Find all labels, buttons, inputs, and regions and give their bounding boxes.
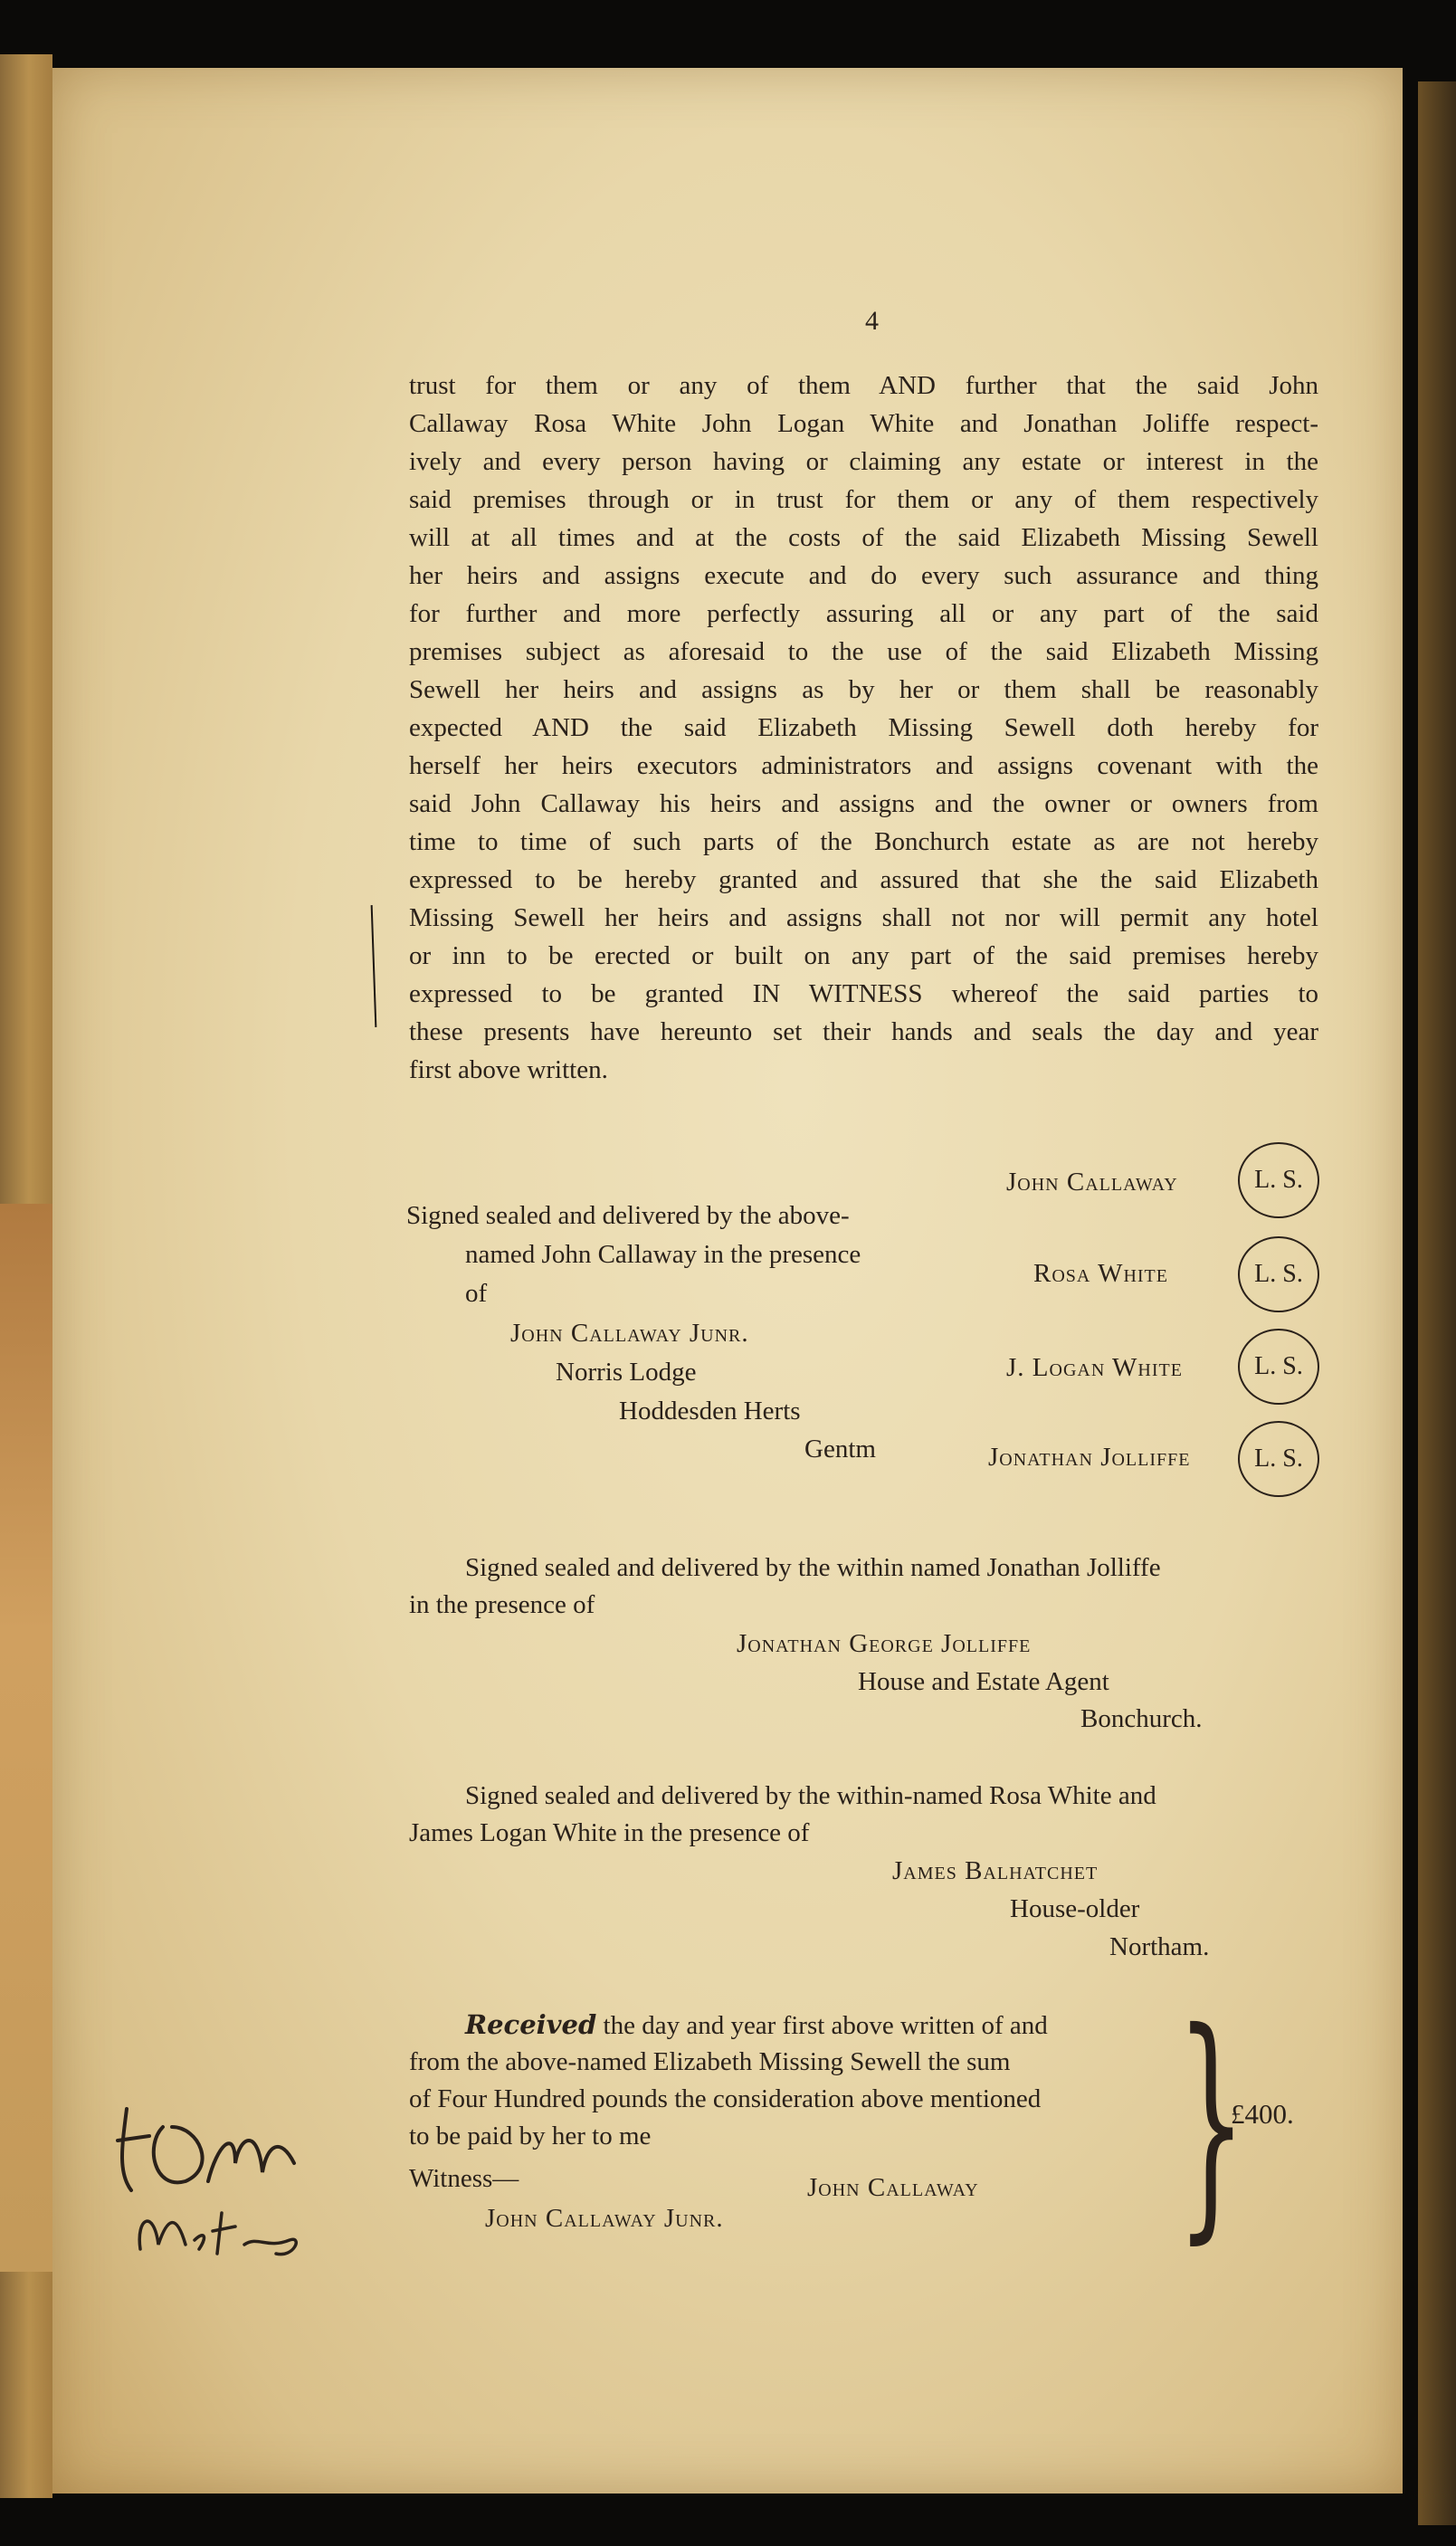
receipt-witness-label: Witness— [409, 2164, 519, 2193]
body-line: said John Callaway his heirs and assigns and the owner or owners from [409, 789, 1318, 818]
receipt-line1 [465, 2006, 1048, 2045]
body-line: first above written. [409, 1055, 608, 1084]
receipt-line1-rest: the day and year first above written of and [596, 2011, 1048, 2040]
signatory-2-seal: L. S. [1238, 1236, 1319, 1312]
body-line: trust for them or any of them AND further that the said John [409, 371, 1318, 400]
signatory-3-name: J. Logan White [1006, 1353, 1183, 1382]
attestation-2-line2: in the presence of [409, 1590, 595, 1619]
body-line: will at all times and at the costs of the said Elizabeth Missing Sewell [409, 523, 1318, 552]
receipt-line4: to be paid by her to me [409, 2122, 652, 2150]
body-line: expressed to be granted IN WITNESS whereof the said parties to [409, 979, 1318, 1008]
body-line: her heirs and assigns execute and do every such assurance and thing [409, 561, 1318, 590]
attestation-1-line2: named John Callaway in the presence [465, 1240, 861, 1269]
attestation-3-line1: Signed sealed and delivered by the within-named Rosa White and [465, 1781, 1156, 1810]
signatory-4-name: Jonathan Jolliffe [988, 1443, 1191, 1472]
attestation-2-place: Bonchurch. [1080, 1704, 1203, 1733]
left-page-flap [0, 1204, 52, 2272]
body-line: expressed to be hereby granted and assured that she the said Elizabeth [409, 865, 1318, 894]
signatory-3-seal: L. S. [1238, 1329, 1319, 1405]
body-line: these presents have hereunto set their hands and seals the day and year [409, 1017, 1318, 1046]
attestation-1-occupation: Gentm [804, 1435, 876, 1464]
left-page-edge [0, 54, 52, 2498]
receipt-signer: John Callaway [807, 2173, 979, 2202]
page-number: 4 [865, 306, 879, 336]
body-line: herself her heirs executors administrators and assigns covenant with the [409, 751, 1318, 780]
body-line: Missing Sewell her heirs and assigns shall not nor will permit any hotel [409, 903, 1318, 932]
attestation-1-address2: Hoddesden Herts [619, 1397, 801, 1426]
body-line: ively and every person having or claiming any estate or interest in the [409, 447, 1318, 476]
body-line: premises subject as aforesaid to the use of the said Elizabeth Missing [409, 637, 1318, 666]
right-binding-edge [1418, 81, 1456, 2525]
body-line: Sewell her heirs and assigns as by her or them shall be reasonably [409, 675, 1318, 704]
body-line: time to time of such parts of the Bonchurch estate as are not hereby [409, 827, 1318, 856]
signatory-2-name: Rosa White [1033, 1259, 1168, 1288]
attestation-1-line3: of [465, 1279, 488, 1308]
receipt-brace: } [1176, 1979, 1247, 2265]
signatory-1-seal: L. S. [1238, 1142, 1319, 1218]
attestation-2-line1: Signed sealed and delivered by the within named Jonathan Jolliffe [465, 1553, 1161, 1582]
attestation-3-occupation: House-older [1010, 1894, 1140, 1923]
receipt-line2: from the above-named Elizabeth Missing Sewell the sum [409, 2047, 1011, 2076]
receipt-lead-word: Received [465, 2009, 597, 2040]
handwritten-initials-signature [100, 2055, 335, 2290]
attestation-1-address1: Norris Lodge [556, 1358, 697, 1387]
attestation-2-occupation: House and Estate Agent [858, 1667, 1109, 1696]
attestation-2-witness: Jonathan George Jolliffe [737, 1629, 1032, 1658]
receipt-amount: £400. [1231, 2098, 1294, 2130]
attestation-1-witness: John Callaway Junr. [510, 1319, 749, 1348]
signatory-1-name: John Callaway [1006, 1168, 1178, 1197]
deed-body-text [409, 367, 1318, 1089]
receipt-witness-name: John Callaway Junr. [485, 2204, 724, 2233]
body-line: Callaway Rosa White John Logan White and Jonathan Joliffe respect- [409, 409, 1318, 438]
receipt-line3: of Four Hundred pounds the consideration above mentioned [409, 2084, 1042, 2113]
attestation-3-witness: James Balhatchet [892, 1856, 1099, 1885]
body-line: for further and more perfectly assuring all or any part of the said [409, 599, 1318, 628]
body-line: or inn to be erected or built on any part of the said premises hereby [409, 941, 1318, 970]
attestation-1-line1: Signed sealed and delivered by the above- [406, 1201, 850, 1230]
attestation-3-line2: James Logan White in the presence of [409, 1818, 810, 1847]
signatory-4-seal: L. S. [1238, 1421, 1319, 1497]
body-line: said premises through or in trust for them or any of them respectively [409, 485, 1318, 514]
attestation-3-place: Northam. [1109, 1932, 1210, 1961]
body-line: expected AND the said Elizabeth Missing Sewell doth hereby for [409, 713, 1318, 742]
